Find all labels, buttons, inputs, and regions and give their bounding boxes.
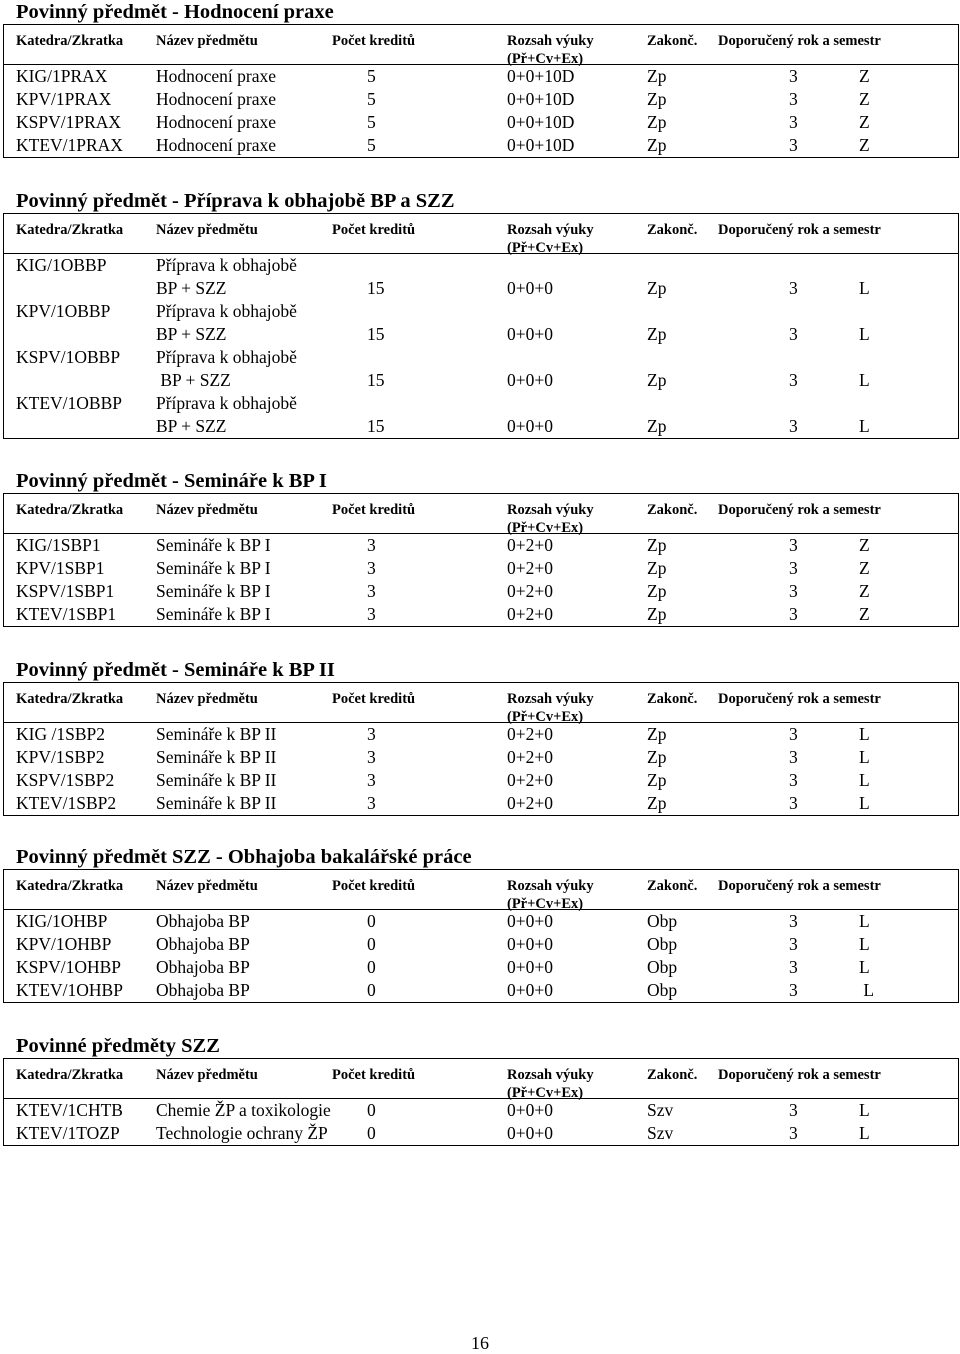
table-row (4, 300, 958, 346)
header-doporuceny: Doporučený rok a semestr (718, 878, 881, 894)
cell-zakonc: Zp (647, 770, 667, 790)
cell-semestr: L (859, 370, 870, 390)
table-row (4, 792, 958, 815)
cell-rozsah: 0+2+0 (507, 535, 553, 555)
page-number: 16 (471, 1333, 489, 1353)
table-row (4, 392, 958, 438)
cell-zakonc: Zp (647, 558, 667, 578)
header-rozsah-line1: Rozsah výuky (507, 878, 594, 894)
course-table (3, 24, 959, 158)
header-rozsah-line2: (Př+Cv+Ex) (507, 51, 584, 67)
cell-semestr: L (859, 793, 870, 813)
table-row (4, 65, 958, 88)
cell-rozsah: 0+2+0 (507, 581, 553, 601)
cell-rok: 3 (789, 604, 798, 624)
cell-rozsah: 0+2+0 (507, 770, 553, 790)
cell-kredity: 3 (367, 747, 376, 767)
cell-rozsah: 0+0+0 (507, 278, 553, 298)
cell-rozsah: 0+0+0 (507, 416, 553, 436)
cell-rozsah: 0+0+10D (507, 66, 575, 86)
cell-semestr: Z (859, 89, 870, 109)
cell-kredity: 0 (367, 911, 376, 931)
cell-nazev: Hodnocení praxe (156, 135, 277, 155)
table-row (4, 933, 958, 956)
cell-semestr: L (859, 980, 875, 1000)
cell-kredity: 5 (367, 66, 376, 86)
header-doporuceny: Doporučený rok a semestr (718, 33, 881, 49)
cell-zakonc: Obp (647, 934, 678, 954)
header-rozsah (507, 32, 594, 68)
cell-kod: KTEV/1PRAX (16, 135, 123, 155)
header-doporuceny: Doporučený rok a semestr (718, 691, 881, 707)
header-katedra: Katedra/Zkratka (16, 878, 124, 894)
cell-zakonc: Zp (647, 416, 667, 436)
cell-zakonc: Zp (647, 581, 667, 601)
cell-nazev-line2: BP + SZZ (156, 278, 227, 298)
cell-nazev: Semináře k BP II (156, 793, 277, 813)
table-row (4, 134, 958, 157)
cell-rok: 3 (789, 957, 798, 977)
cell-nazev: Semináře k BP II (156, 770, 277, 790)
table-header (4, 214, 958, 254)
cell-kredity: 3 (367, 558, 376, 578)
cell-rok: 3 (789, 980, 798, 1000)
cell-semestr: L (859, 957, 870, 977)
cell-kredity: 0 (367, 980, 376, 1000)
table-row (4, 1099, 958, 1122)
cell-nazev: Hodnocení praxe (156, 89, 277, 109)
cell-nazev: Obhajoba BP (156, 934, 250, 954)
table-row (4, 746, 958, 769)
cell-rok: 3 (789, 535, 798, 555)
cell-nazev-line1: Příprava k obhajobě (156, 255, 297, 275)
cell-rozsah: 0+0+0 (507, 934, 553, 954)
cell-kredity: 0 (367, 1123, 376, 1143)
cell-rok: 3 (789, 370, 798, 390)
cell-rozsah: 0+2+0 (507, 724, 553, 744)
cell-kredity: 15 (367, 278, 385, 298)
header-rozsah-line2: (Př+Cv+Ex) (507, 709, 584, 725)
cell-rozsah: 0+2+0 (507, 747, 553, 767)
cell-kredity: 3 (367, 724, 376, 744)
cell-rok: 3 (789, 112, 798, 132)
cell-rok: 3 (789, 324, 798, 344)
cell-zakonc: Obp (647, 911, 678, 931)
cell-zakonc: Zp (647, 535, 667, 555)
course-table (3, 1058, 959, 1146)
cell-semestr: L (859, 724, 870, 744)
cell-kod: KPV/1PRAX (16, 89, 112, 109)
header-nazev: Název předmětu (156, 33, 258, 49)
header-zakonc: Zakonč. (647, 33, 698, 49)
table-row (4, 723, 958, 746)
cell-semestr: L (859, 416, 870, 436)
cell-nazev-line2: BP + SZZ (156, 370, 231, 390)
table-row (4, 111, 958, 134)
cell-nazev: Hodnocení praxe (156, 66, 277, 86)
table-row (4, 956, 958, 979)
header-kredity: Počet kreditů (332, 222, 416, 238)
cell-nazev: Technologie ochrany ŽP (156, 1123, 328, 1143)
header-rozsah (507, 690, 594, 726)
cell-kod: KSPV/1SBP2 (16, 770, 115, 790)
cell-kredity: 0 (367, 957, 376, 977)
cell-nazev: Semináře k BP II (156, 747, 277, 767)
cell-semestr: Z (859, 604, 870, 624)
header-rozsah-line2: (Př+Cv+Ex) (507, 240, 584, 256)
course-table (3, 682, 959, 816)
cell-zakonc: Obp (647, 980, 678, 1000)
cell-rok: 3 (789, 1123, 798, 1143)
cell-kod: KIG /1SBP2 (16, 724, 105, 744)
cell-rok: 3 (789, 558, 798, 578)
header-doporuceny: Doporučený rok a semestr (718, 222, 881, 238)
cell-nazev: Semináře k BP II (156, 724, 277, 744)
table-row (4, 910, 958, 933)
cell-rozsah: 0+0+0 (507, 1123, 553, 1143)
header-kredity: Počet kreditů (332, 691, 416, 707)
table-header (4, 494, 958, 534)
cell-kredity: 3 (367, 793, 376, 813)
cell-kod: KIG/1OHBP (16, 911, 108, 931)
header-rozsah-line1: Rozsah výuky (507, 691, 594, 707)
cell-zakonc: Zp (647, 724, 667, 744)
cell-zakonc: Szv (647, 1100, 674, 1120)
cell-kredity: 0 (367, 934, 376, 954)
header-kredity: Počet kreditů (332, 878, 416, 894)
cell-nazev: Semináře k BP I (156, 604, 271, 624)
cell-kredity: 5 (367, 112, 376, 132)
header-kredity: Počet kreditů (332, 502, 416, 518)
cell-nazev-line1: Příprava k obhajobě (156, 347, 297, 367)
header-katedra: Katedra/Zkratka (16, 222, 124, 238)
cell-rozsah: 0+2+0 (507, 558, 553, 578)
header-zakonc: Zakonč. (647, 222, 698, 238)
section-title: Povinný předmět - Hodnocení praxe (16, 1, 334, 23)
cell-zakonc: Obp (647, 957, 678, 977)
cell-rok: 3 (789, 934, 798, 954)
header-rozsah-line1: Rozsah výuky (507, 33, 594, 49)
cell-zakonc: Zp (647, 89, 667, 109)
cell-zakonc: Zp (647, 112, 667, 132)
table-row (4, 346, 958, 392)
header-nazev: Název předmětu (156, 878, 258, 894)
header-nazev: Název předmětu (156, 502, 258, 518)
cell-rozsah: 0+0+0 (507, 370, 553, 390)
cell-rok: 3 (789, 793, 798, 813)
header-zakonc: Zakonč. (647, 502, 698, 518)
header-kredity: Počet kreditů (332, 1067, 416, 1083)
cell-zakonc: Zp (647, 793, 667, 813)
cell-rozsah: 0+0+0 (507, 324, 553, 344)
cell-kredity: 5 (367, 89, 376, 109)
cell-rozsah: 0+0+0 (507, 957, 553, 977)
cell-rozsah: 0+0+10D (507, 89, 575, 109)
header-rozsah (507, 221, 594, 257)
header-nazev: Název předmětu (156, 222, 258, 238)
cell-nazev: Hodnocení praxe (156, 112, 277, 132)
cell-nazev: Semináře k BP I (156, 581, 271, 601)
cell-nazev: Obhajoba BP (156, 980, 250, 1000)
cell-kredity: 0 (367, 1100, 376, 1120)
cell-kredity: 3 (367, 535, 376, 555)
cell-kod: KTEV/1SBP2 (16, 793, 117, 813)
header-rozsah (507, 877, 594, 913)
cell-semestr: L (859, 324, 870, 344)
cell-zakonc: Szv (647, 1123, 674, 1143)
cell-kod: KPV/1SBP1 (16, 558, 105, 578)
cell-zakonc: Zp (647, 747, 667, 767)
cell-semestr: L (859, 1123, 870, 1143)
cell-kod: KTEV/1SBP1 (16, 604, 117, 624)
cell-semestr: Z (859, 135, 870, 155)
course-table (3, 869, 959, 1003)
cell-kod: KTEV/1TOZP (16, 1123, 120, 1143)
header-nazev: Název předmětu (156, 1067, 258, 1083)
cell-nazev-line2: BP + SZZ (156, 416, 227, 436)
table-row (4, 979, 958, 1002)
cell-semestr: Z (859, 66, 870, 86)
cell-rok: 3 (789, 1100, 798, 1120)
cell-semestr: L (859, 911, 870, 931)
cell-rozsah: 0+0+0 (507, 1100, 553, 1120)
cell-kod: KTEV/1CHTB (16, 1100, 123, 1120)
cell-rok: 3 (789, 747, 798, 767)
section-title: Povinné předměty SZZ (16, 1035, 220, 1057)
header-rozsah-line1: Rozsah výuky (507, 502, 594, 518)
cell-kod: KSPV/1PRAX (16, 112, 122, 132)
table-row (4, 254, 958, 300)
header-katedra: Katedra/Zkratka (16, 33, 124, 49)
cell-rok: 3 (789, 416, 798, 436)
cell-kod: KSPV/1SBP1 (16, 581, 115, 601)
cell-semestr: L (859, 1100, 870, 1120)
cell-nazev: Obhajoba BP (156, 911, 250, 931)
cell-nazev: Semináře k BP I (156, 535, 271, 555)
cell-rozsah: 0+0+0 (507, 911, 553, 931)
table-row (4, 557, 958, 580)
table-row (4, 88, 958, 111)
cell-nazev: Chemie ŽP a toxikologie (156, 1100, 331, 1120)
cell-semestr: Z (859, 112, 870, 132)
table-row (4, 769, 958, 792)
cell-kod: KTEV/1OBBP (16, 393, 122, 413)
cell-kredity: 15 (367, 416, 385, 436)
header-rozsah (507, 501, 594, 537)
header-rozsah-line2: (Př+Cv+Ex) (507, 520, 584, 536)
cell-semestr: L (859, 934, 870, 954)
cell-semestr: L (859, 770, 870, 790)
header-zakonc: Zakonč. (647, 1067, 698, 1083)
cell-kredity: 3 (367, 770, 376, 790)
section-title: Povinný předmět - Semináře k BP II (16, 659, 335, 681)
table-header (4, 870, 958, 910)
cell-rok: 3 (789, 66, 798, 86)
cell-nazev-line1: Příprava k obhajobě (156, 393, 297, 413)
header-rozsah-line2: (Př+Cv+Ex) (507, 1085, 584, 1101)
table-header (4, 25, 958, 65)
cell-kod: KPV/1OHBP (16, 934, 112, 954)
cell-rok: 3 (789, 89, 798, 109)
cell-zakonc: Zp (647, 324, 667, 344)
header-zakonc: Zakonč. (647, 878, 698, 894)
cell-kod: KIG/1OBBP (16, 255, 107, 275)
cell-semestr: Z (859, 581, 870, 601)
cell-semestr: Z (859, 558, 870, 578)
cell-zakonc: Zp (647, 66, 667, 86)
cell-kod: KPV/1SBP2 (16, 747, 105, 767)
header-nazev: Název předmětu (156, 691, 258, 707)
header-doporuceny: Doporučený rok a semestr (718, 1067, 881, 1083)
header-rozsah (507, 1066, 594, 1102)
cell-nazev: Obhajoba BP (156, 957, 250, 977)
header-zakonc: Zakonč. (647, 691, 698, 707)
table-row (4, 1122, 958, 1145)
cell-kredity: 3 (367, 581, 376, 601)
header-rozsah-line2: (Př+Cv+Ex) (507, 896, 584, 912)
cell-kod: KSPV/1OHBP (16, 957, 122, 977)
cell-zakonc: Zp (647, 135, 667, 155)
cell-rok: 3 (789, 724, 798, 744)
header-rozsah-line1: Rozsah výuky (507, 1067, 594, 1083)
header-katedra: Katedra/Zkratka (16, 691, 124, 707)
header-katedra: Katedra/Zkratka (16, 1067, 124, 1083)
cell-nazev-line1: Příprava k obhajobě (156, 301, 297, 321)
table-row (4, 534, 958, 557)
header-rozsah-line1: Rozsah výuky (507, 222, 594, 238)
cell-kod: KPV/1OBBP (16, 301, 111, 321)
cell-nazev: Semináře k BP I (156, 558, 271, 578)
cell-zakonc: Zp (647, 604, 667, 624)
cell-rok: 3 (789, 770, 798, 790)
header-katedra: Katedra/Zkratka (16, 502, 124, 518)
cell-kod: KSPV/1OBBP (16, 347, 121, 367)
table-header (4, 1059, 958, 1099)
cell-zakonc: Zp (647, 278, 667, 298)
cell-rok: 3 (789, 911, 798, 931)
cell-rozsah: 0+0+10D (507, 112, 575, 132)
cell-rozsah: 0+2+0 (507, 604, 553, 624)
cell-rozsah: 0+0+0 (507, 980, 553, 1000)
cell-kod: KIG/1PRAX (16, 66, 108, 86)
course-table (3, 493, 959, 627)
table-header (4, 683, 958, 723)
cell-kredity: 15 (367, 324, 385, 344)
header-kredity: Počet kreditů (332, 33, 416, 49)
cell-semestr: L (859, 747, 870, 767)
cell-rozsah: 0+0+10D (507, 135, 575, 155)
cell-semestr: Z (859, 535, 870, 555)
section-title: Povinný předmět - Příprava k obhajobě BP a SZZ (16, 190, 455, 212)
header-doporuceny: Doporučený rok a semestr (718, 502, 881, 518)
cell-rok: 3 (789, 581, 798, 601)
cell-kod: KIG/1SBP1 (16, 535, 101, 555)
cell-semestr: L (859, 278, 870, 298)
table-row (4, 580, 958, 603)
cell-zakonc: Zp (647, 370, 667, 390)
cell-rok: 3 (789, 135, 798, 155)
cell-rok: 3 (789, 278, 798, 298)
section-title: Povinný předmět SZZ - Obhajoba bakalářské práce (16, 846, 472, 868)
cell-kredity: 5 (367, 135, 376, 155)
cell-rozsah: 0+2+0 (507, 793, 553, 813)
section-title: Povinný předmět - Semináře k BP I (16, 470, 327, 492)
table-row (4, 603, 958, 626)
cell-kredity: 3 (367, 604, 376, 624)
course-table (3, 213, 959, 439)
cell-kod: KTEV/1OHBP (16, 980, 123, 1000)
cell-nazev-line2: BP + SZZ (156, 324, 227, 344)
cell-kredity: 15 (367, 370, 385, 390)
